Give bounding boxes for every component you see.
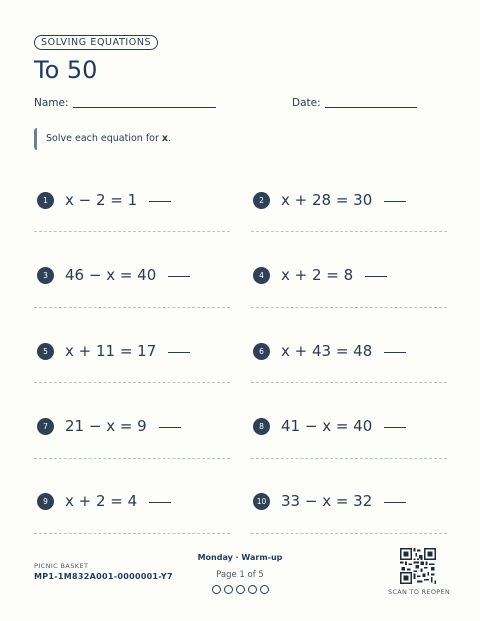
problem-number: 4 <box>253 267 270 284</box>
page-dot-1[interactable] <box>212 585 221 594</box>
problem-number: 5 <box>37 343 54 360</box>
equation <box>65 489 171 513</box>
answer-blank[interactable] <box>149 502 171 503</box>
row-divider <box>34 533 230 534</box>
problem-number: 1 <box>37 192 54 209</box>
equation-text: x + 2 = 4 <box>65 492 138 510</box>
footer-brand <box>34 562 173 581</box>
row-divider <box>34 231 230 232</box>
equation <box>65 339 190 363</box>
row-divider <box>251 307 447 308</box>
instruction-period: . <box>168 133 172 144</box>
equation-text: 46 − x = 40 <box>65 266 157 284</box>
brand-name: PICNIC BASKET <box>34 562 89 570</box>
equation <box>281 414 406 438</box>
name-label: Name: <box>34 97 69 109</box>
page-indicator: Page 1 of 5 <box>216 570 264 580</box>
answer-blank[interactable] <box>384 352 406 353</box>
page-dot-5[interactable] <box>260 585 269 594</box>
problem-number: 2 <box>253 192 270 209</box>
answer-blank[interactable] <box>159 427 181 428</box>
session-label: Monday · Warm-up <box>197 553 283 562</box>
answer-blank[interactable] <box>168 276 190 277</box>
worksheet-code: MP1-1M832A001-0000001-Y7 <box>34 572 173 581</box>
row-divider <box>251 382 447 383</box>
row-divider <box>251 533 447 534</box>
answer-blank[interactable] <box>384 201 406 202</box>
equation-text: 33 − x = 32 <box>281 492 373 510</box>
equation-text: x + 2 = 8 <box>281 266 354 284</box>
problem-number: 7 <box>37 418 54 435</box>
instructions <box>34 128 334 150</box>
page-dots <box>160 585 320 594</box>
equation-text: x − 2 = 1 <box>65 191 138 209</box>
row-divider <box>34 307 230 308</box>
row-divider <box>34 382 230 383</box>
topic-tag: SOLVING EQUATIONS <box>34 35 158 50</box>
qr-block <box>388 548 451 596</box>
scan-label: SCAN TO REOPEN <box>388 588 451 596</box>
answer-blank[interactable] <box>384 502 406 503</box>
name-line[interactable] <box>73 107 216 108</box>
row-divider <box>251 458 447 459</box>
problem-number: 10 <box>253 493 270 510</box>
equation <box>65 414 181 438</box>
equation <box>65 263 190 287</box>
equation <box>65 188 171 212</box>
page-dot-3[interactable] <box>236 585 245 594</box>
answer-blank[interactable] <box>365 276 387 277</box>
date-label: Date: <box>292 97 321 109</box>
instruction-text: Solve each equation for <box>46 133 162 144</box>
problem-number: 3 <box>37 267 54 284</box>
page-dot-2[interactable] <box>224 585 233 594</box>
answer-blank[interactable] <box>149 201 171 202</box>
date-line[interactable] <box>325 107 417 108</box>
equation <box>281 263 387 287</box>
equation <box>281 489 406 513</box>
equation <box>281 339 406 363</box>
name-field[interactable] <box>34 97 216 109</box>
equation-text: x + 28 = 30 <box>281 191 373 209</box>
answer-blank[interactable] <box>384 427 406 428</box>
worksheet-title: To 50 <box>34 56 98 84</box>
equation-text: 41 − x = 40 <box>281 417 373 435</box>
equation <box>281 188 406 212</box>
problem-number: 6 <box>253 343 270 360</box>
row-divider <box>251 231 447 232</box>
equation-text: x + 11 = 17 <box>65 342 157 360</box>
equation-text: x + 43 = 48 <box>281 342 373 360</box>
qr-code-icon[interactable] <box>400 548 436 584</box>
answer-blank[interactable] <box>168 352 190 353</box>
equation-text: 21 − x = 9 <box>65 417 147 435</box>
instruction-variable: x <box>161 133 169 144</box>
date-field[interactable] <box>292 97 417 109</box>
problem-number: 8 <box>253 418 270 435</box>
row-divider <box>34 458 230 459</box>
page-dot-4[interactable] <box>248 585 257 594</box>
problem-number: 9 <box>37 493 54 510</box>
footer-pagination <box>160 553 320 594</box>
